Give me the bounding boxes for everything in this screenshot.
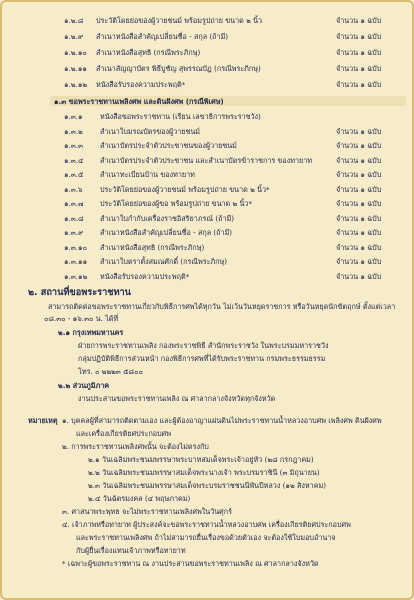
list-item-text: สำเนาใบมรณบัตรของผู้วายชนม์ [100, 126, 201, 136]
note-4-line-3: กับผู้ยื่นเรื่องแทนเจ้าภาพหรือทายาท [76, 546, 186, 555]
list-item-number: ๑.๒.๑๒ [64, 80, 88, 89]
section-2-paragraph: สามารถติดต่อขอพระราชทานเกี่ยวกับพิธีการศพได้ทุกวัน ไม่เว้นวันหยุดราชการ หรือวันหยุดนักขัตฤกษ์ ตั้งแต่เวลา [48, 302, 396, 311]
list-item-number: ๑.๒.๘ [64, 16, 84, 25]
note-2-4: ๒.๔ วันฉัตรมงคล (๔ พฤษภาคม) [88, 494, 191, 503]
list-item-text: หนังสือรับรองความประพฤติ* [96, 80, 186, 89]
list-item-text: สำเนาทะเบียนบ้าน ของทายาท [100, 170, 195, 179]
list-item-text: สำเนาใบกำกับเครื่องราชอิสริยาภรณ์ (ถ้ามี) [100, 213, 235, 223]
note-1-line-2: และเครื่องเกียรติยศประกอบศพ [76, 429, 171, 438]
bangkok-line-2: กลุ่มปฏิบัติพิธีการส่วนหน้า กองพิธีการศพที่ได้รับพระราชทาน กรมพระธรรมธรรม [78, 354, 326, 363]
list-item-count: จำนวน ๑ ฉบับ [336, 155, 382, 165]
list-item-number: ๑.๓.๑๒ [64, 271, 88, 281]
list-item-number: ๑.๓.๗ [64, 199, 84, 208]
list-item-count: จำนวน ๑ ฉบับ [336, 16, 382, 25]
note-2-1: ๒.๑ วันเฉลิมพระชนมพรรษาพระบาทสมเด็จพระเจ้าอยู่หัว (๒๘ กรกฎาคม) [88, 455, 314, 464]
list-item-count: จำนวน ๑ ฉบับ [336, 48, 382, 57]
list-item-number: ๑.๒.๑๐ [64, 48, 87, 57]
note-2-3: ๒.๓ วันเฉลิมพระชนมพรรษาสมเด็จพระบรมราชชนนีพันปีหลวง (๑๒ สิงหาคม) [88, 481, 327, 490]
list-item-text: หนังสือรับรองความประพฤติ* [100, 271, 190, 281]
list-item-count: จำนวน ๑ ฉบับ [336, 80, 382, 89]
list-item-count: จำนวน ๑ ฉบับ [336, 199, 382, 208]
subsection-regional-title: ๒.๒ ส่วนภูมิภาค [58, 381, 110, 390]
list-item-number: ๑.๒.๙ [64, 32, 84, 41]
list-item-number: ๑.๓.๑๐ [64, 242, 87, 252]
list-item-text: ประวัติโดยย่อของผู้วายชนม์ พร้อมรูปถ่าย ขนาด ๒ นิ้ว* [100, 184, 270, 194]
section-2-hours: ๐๘.๓๐ - ๑๖.๓๐ น. ได้ที่ [44, 314, 119, 323]
note-2: ๒. การพระราชทานเพลิงศพนั้น จะต้องไม่ตรงกับ [62, 442, 209, 451]
list-item-number: ๑.๓.๑๑ [64, 257, 88, 266]
list-item-count: จำนวน ๑ ฉบับ [336, 271, 382, 281]
subsection-bangkok-title: ๒.๑ กรุงเทพมหานคร [58, 328, 124, 337]
list-item-number: ๑.๓.๘ [64, 213, 84, 223]
list-item-number: ๑.๓.๔ [64, 155, 84, 165]
list-item-text: สำเนาบัตรประจำตัวประชาชนของผู้วายชนม์ [100, 141, 237, 150]
list-item-text: สำเนาหนังสือสำคัญเปลี่ยนชื่อ - สกุล (ถ้ามี) [100, 228, 233, 237]
list-item-text: ประวัติโดยย่อของผู้ขอ พร้อมรูปถ่าย ขนาด ๒ นิ้ว* [100, 199, 253, 208]
list-item-count: จำนวน ๑ ฉบับ [336, 242, 382, 252]
list-item-count: จำนวน ๑ ฉบับ [336, 257, 382, 266]
bangkok-phone: โทร. ๐ ๒๒๒๓ ๕๘๐๐ [78, 367, 143, 376]
list-item-number: ๑.๒.๑๑ [64, 64, 87, 73]
section-2-title: ๒. สถานที่ขอพระราชทาน [28, 287, 131, 298]
notes-label: หมายเหตุ [28, 416, 58, 425]
list-item-count: จำนวน ๑ ฉบับ [336, 184, 382, 194]
list-item-text: สำเนาหนังสือสุทธิ (กรณีพระภิกษุ) [100, 242, 205, 252]
list-item-text: สำเนาใบตราตั้งสมณศักดิ์ (กรณีพระภิกษุ) [100, 257, 228, 266]
list-item-number: ๑.๓.๓ [64, 141, 83, 150]
list-item-count: จำนวน ๑ ฉบับ [336, 126, 382, 136]
list-item-count: จำนวน ๑ ฉบับ [336, 213, 382, 223]
note-1-line-1: ๑. บุคคลผู้ที่สามารถติดตามเอง และผู้ต้องอาญาแผ่นดินไม่พระราชทานน้ำหลวงอาบศพ เพลิงศพ ดินฝังศพ [62, 416, 382, 425]
list-item-number: ๑.๓.๕ [64, 170, 84, 179]
list-item-count: จำนวน ๑ ฉบับ [336, 64, 382, 73]
note-4-line-2: และพระราชทานเพลิงศพ ถ้าไม่สามารถยื่นเรื่องขอด้วยตัวเอง จะต้องใช้ใบมอบอำนาจ [76, 533, 336, 542]
list-item-text: สำเนาบัตรประจำตัวประชาชน และสำเนาบัตรข้าราชการ ของทายาท [100, 155, 312, 165]
list-item-count: จำนวน ๑ ฉบับ [336, 32, 382, 41]
list-item-text: สำเนาสัญญาบัตร พิธีบูชัญ สุพรรณบัฏ (กรณีพระภิกษุ) [96, 64, 261, 73]
list-item-number: ๑.๓.๑ [64, 112, 83, 121]
list-item-text: สำเนาหนังสือสำคัญเปลี่ยนชื่อ - สกุล (ถ้ามี) [96, 32, 229, 41]
list-item-number: ๑.๓.๙ [64, 228, 84, 237]
note-3: ๓. ศาสนาพระพุทธ จะไม่พระราชทานเพลิงศพในวันศุกร์ [62, 507, 232, 516]
note-4-line-1: ๔. เจ้าภาพหรือทายาท ผู้ประสงค์จะขอพระราชทานน้ำหลวงอาบศพ เครื่องเกียรติยศประกอบศพ [62, 520, 351, 529]
list-item-text: สำเนาหนังสือสุทธิ (กรณีพระภิกษุ) [96, 48, 201, 57]
list-item-number: ๑.๓.๒ [64, 126, 83, 136]
section-heading-1-3: ๑.๓ ขอพระราชทานเพลิงศพ และดินฝังศพ (กรณีพิเศษ) [54, 97, 224, 106]
list-item-count: จำนวน ๑ ฉบับ [336, 141, 382, 150]
note-5: * เฉพาะผู้ขอพระราชทาน ณ งานประสานขอพระราชทานเพลิง ณ ศาลากลางจังหวัด [62, 559, 319, 568]
bangkok-line-1: ฝ่ายการพระราชทานเพลิง กองพระราชพิธี สำนักพระราชวัง ในพระบรมมหาราชวัง [78, 341, 329, 350]
list-item-text: ประวัติโดยย่อของผู้วายชนม์ พร้อมรูปถ่าย ขนาด ๒ นิ้ว [96, 16, 263, 25]
note-2-2: ๒.๒ วันเฉลิมพระชนมพรรษาสมเด็จพระนางเจ้า พระบรมราชินี (๓ มิถุนายน) [88, 468, 320, 477]
list-item-text: หนังสือขอพระราชทาน (เรียน เลขาธิการพระราชวัง) [100, 112, 261, 121]
list-item-number: ๑.๓.๖ [64, 184, 83, 194]
list-item-count: จำนวน ๑ ฉบับ [336, 228, 382, 237]
list-item-count: จำนวน ๑ ฉบับ [336, 170, 382, 179]
regional-line-1: งานประสานขอพระราชทานเพลิง ณ ศาลากลางจังหวัดทุกจังหวัด [78, 394, 276, 403]
